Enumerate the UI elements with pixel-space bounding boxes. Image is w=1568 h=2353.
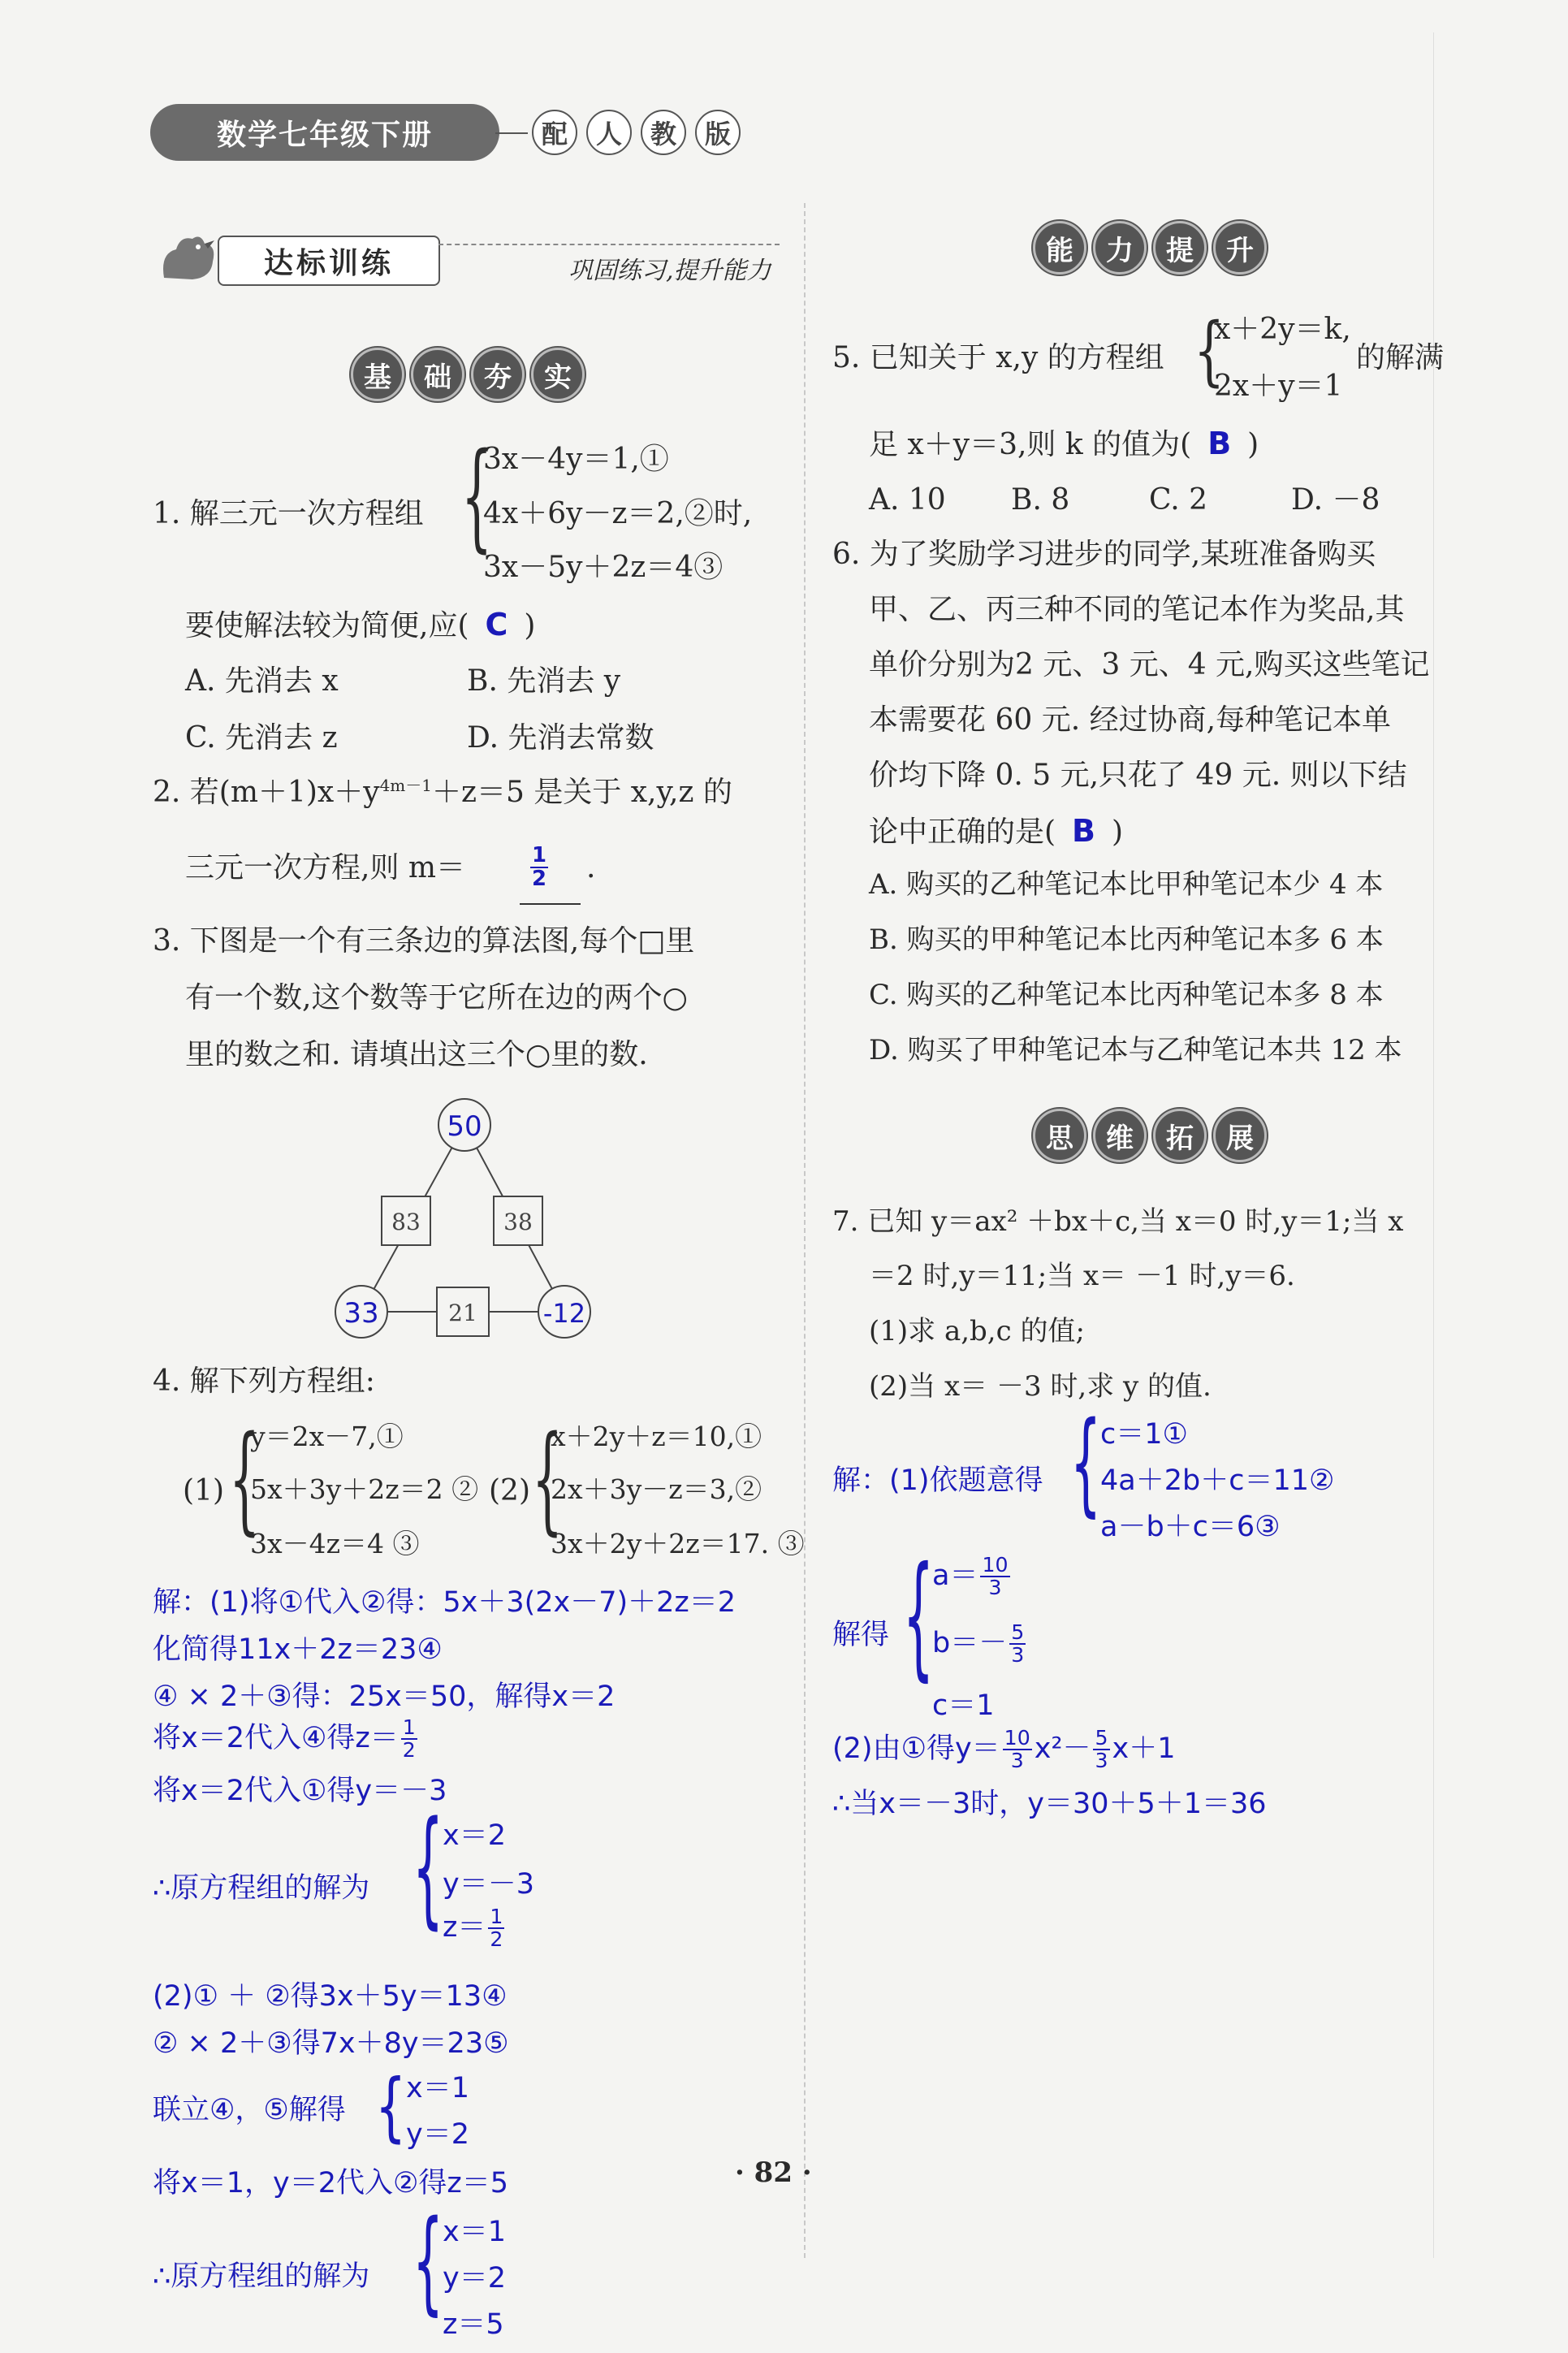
q2-answer: $\frac{1}{2}$ — [532, 843, 547, 892]
q4-solution-line: (2)① ＋ ②得3x＋5y＝13④ — [153, 1980, 508, 2013]
q1-brace: { — [461, 429, 493, 565]
q4-p1-brace: { — [229, 1412, 261, 1548]
q7-line: (1)求 a,b,c 的值; — [869, 1315, 1085, 1347]
q6-option-c: C. 购买的乙种笔记本比丙种笔记本多 8 本 — [869, 979, 1384, 1011]
q4-sys2-lead: 联立④，⑤解得 — [153, 2094, 346, 2126]
q4-sys3-eq: z＝5 — [443, 2308, 504, 2341]
q5-option-a: A. 10 — [869, 483, 946, 517]
q4-solution-line: 将x＝1，y＝2代入②得z＝5 — [153, 2167, 508, 2199]
q5-brace: { — [1194, 307, 1225, 396]
banner-connector — [495, 132, 528, 134]
q3-line: 里的数之和. 请填出这三个○里的数. — [185, 1038, 648, 1071]
q7-sys2-eq: b＝－ $\frac{5}{3}$ — [932, 1620, 1025, 1667]
q4-solution-line: 化简得11x＋2z＝23④ — [153, 1633, 443, 1666]
q5-option-d: D. －8 — [1291, 483, 1380, 517]
q7-solution-line: ∴当x＝－3时，y＝30＋5＋1＝36 — [832, 1788, 1267, 1820]
q6-question: 论中正确的是( B ) — [869, 813, 1124, 849]
badge-char: 基 — [351, 348, 404, 401]
q4-solution-line: ② × 2＋③得7x＋8y＝23⑤ — [153, 2027, 509, 2060]
rooster-icon — [156, 229, 221, 286]
q4-sys3-eq: y＝2 — [443, 2262, 506, 2295]
edition-char: 配 — [532, 110, 577, 155]
q6-option-a: A. 购买的乙种笔记本比甲种笔记本少 4 本 — [869, 868, 1384, 901]
q6-option-d: D. 购买了甲种笔记本与乙种笔记本共 12 本 — [869, 1034, 1402, 1066]
q4-sys1-lead: ∴原方程组的解为 — [153, 1872, 370, 1905]
q4-solution-line: 将x＝2代入④得z＝ $\frac{1}{2}$ — [153, 1715, 416, 1762]
badge-char: 力 — [1093, 221, 1147, 275]
q4-sys3-brace: { — [413, 2197, 444, 2328]
badge-char: 能 — [1033, 221, 1086, 275]
box-right-value: 38 — [503, 1209, 533, 1235]
q4-p1-eq: 3x－4z＝4 ③ — [250, 1528, 420, 1559]
circle-top-value: 50 — [447, 1110, 482, 1143]
badge-char: 实 — [531, 348, 585, 401]
badge-thinking — [1033, 1109, 1267, 1162]
q4-sys2-eq: x＝1 — [406, 2072, 469, 2104]
q4-solution-line: 解：(1)将①代入②得：5x＋3(2x－7)＋2z＝2 — [153, 1586, 736, 1619]
q4-sys3-eq: x＝1 — [443, 2216, 506, 2248]
q2-answer-blank — [520, 903, 581, 905]
q6-line: 价均下降 0. 5 元,只花了 49 元. 则以下结 — [869, 759, 1407, 792]
q5-eq2: 2x＋y＝1 — [1214, 370, 1343, 403]
q7-sys1-eq: c＝1① — [1100, 1418, 1188, 1451]
section-subtitle: 巩固练习,提升能力 — [568, 257, 771, 285]
q6-answer: B — [1072, 813, 1096, 849]
q1-eq1: 3x－4y＝1,① — [483, 443, 669, 476]
circle-left-value: 33 — [343, 1297, 379, 1330]
q7-solved-lead: 解得 — [832, 1619, 890, 1651]
badge-char: 升 — [1213, 221, 1267, 275]
book-title-banner: 数学七年级下册 — [150, 104, 499, 161]
q7-line: ＝2 时,y＝11;当 x＝ －1 时,y＝6. — [869, 1260, 1295, 1292]
page-number: · 82 · — [735, 2156, 812, 2189]
q1-eq2: 4x＋6y－z＝2,②时, — [483, 497, 753, 530]
q4-solution-line: ④ × 2＋③得：25x＝50，解得x＝2 — [153, 1680, 616, 1713]
q4-title: 4. 解下列方程组: — [153, 1365, 375, 1398]
q4-p2-eq: x＋2y＋z＝10,① — [551, 1421, 762, 1452]
q2-line1: 2. 若$(m+1)x+y^{4m-1}+z=5$ 是关于 x,y,z 的 — [153, 776, 732, 809]
q1-prefix: 1. 解三元一次方程组 — [153, 497, 424, 530]
q1-eq3: 3x－5y＋2z＝4③ — [483, 551, 724, 584]
q4-sys1-brace: { — [413, 1795, 444, 1943]
edition-char: 教 — [641, 110, 686, 155]
q7-sys2-brace: { — [903, 1539, 935, 1696]
q7-sys2-eq: a＝ $\frac{10}{3}$ — [932, 1552, 1009, 1599]
q5-answer: B — [1207, 426, 1232, 461]
q6-line: 6. 为了奖励学习进步的同学,某班准备购买 — [832, 538, 1376, 571]
q1-option-c: C. 先消去 z — [185, 721, 338, 755]
q6-line: 本需要花 60 元. 经过协商,每种笔记本单 — [869, 703, 1392, 737]
q1-answer: C — [485, 607, 508, 642]
q7-sys1-brace: { — [1070, 1399, 1102, 1529]
q7-line: 7. 已知 y＝ax² ＋bx＋c,当 x＝0 时,y＝1;当 x — [832, 1205, 1404, 1238]
q4-p1-label: (1) — [183, 1474, 224, 1507]
q4-sys2-eq: y＝2 — [406, 2118, 469, 2151]
section-title: 达标训练 — [218, 236, 440, 286]
q2-period: . — [586, 851, 596, 885]
q6-line: 甲、乙、丙三种不同的笔记本作为奖品,其 — [869, 593, 1405, 626]
q4-sys3-lead: ∴原方程组的解为 — [153, 2260, 370, 2293]
q4-sys1-eq: y＝－3 — [443, 1868, 534, 1901]
q7-sys1-eq: a－b＋c＝6③ — [1100, 1511, 1281, 1543]
badge-char: 维 — [1093, 1109, 1147, 1162]
badge-char: 拓 — [1153, 1109, 1207, 1162]
badge-char: 础 — [411, 348, 464, 401]
q4-p1-eq: y＝2x－7,① — [250, 1421, 404, 1452]
q5-prefix: 5. 已知关于 x,y 的方程组 — [832, 341, 1164, 374]
q1-option-d: D. 先消去常数 — [467, 721, 654, 755]
q7-line: (2)当 x＝ －3 时,求 y 的值. — [869, 1370, 1212, 1403]
q7-solution-line: (2)由①得y＝ $\frac{10}{3}$ x²－ $\frac{5}{3}$ x＋1 — [832, 1725, 1176, 1772]
q4-p2-eq: 3x＋2y＋2z＝17. ③ — [551, 1528, 805, 1559]
q1-option-b: B. 先消去 y — [467, 664, 621, 698]
q5-question: 足 x＋y＝3,则 k 的值为( B ) — [869, 426, 1259, 461]
q4-p1-eq: 5x＋3y＋2z＝2 ② — [250, 1473, 479, 1505]
q6-option-b: B. 购买的甲种笔记本比丙种笔记本多 6 本 — [869, 923, 1384, 956]
q5-eq1: x＋2y＝k, — [1214, 313, 1351, 346]
q4-sys1-eq: x＝2 — [443, 1819, 506, 1852]
q7-sys2-eq: c＝1 — [932, 1689, 995, 1722]
edition-char: 版 — [695, 110, 741, 155]
box-bottom-value: 21 — [448, 1300, 477, 1326]
q4-sys2-brace: { — [375, 2063, 407, 2152]
q4-solution-line: 将x＝2代入①得y＝－3 — [153, 1775, 447, 1807]
q5-option-c: C. 2 — [1149, 483, 1208, 517]
section-divider — [438, 244, 780, 245]
q4-p2-label: (2) — [489, 1474, 530, 1507]
q7-sys1-eq: 4a＋2b＋c＝11② — [1100, 1464, 1335, 1497]
badge-char: 提 — [1153, 221, 1207, 275]
q5-option-b: B. 8 — [1011, 483, 1070, 517]
badge-char: 夯 — [471, 348, 525, 401]
badge-char: 展 — [1213, 1109, 1267, 1162]
edition-char: 人 — [586, 110, 632, 155]
q2-line2: 三元一次方程,则 m＝ — [185, 851, 466, 885]
q6-line: 单价分别为2 元、3 元、4 元,购买这些笔记 — [869, 648, 1430, 681]
circle-right-value: -12 — [542, 1298, 586, 1329]
badge-char: 思 — [1033, 1109, 1086, 1162]
q4-sys1-eq: z＝ $\frac{1}{2}$ — [443, 1904, 503, 1951]
q3-line: 有一个数,这个数等于它所在边的两个○ — [185, 981, 688, 1014]
box-left-value: 83 — [391, 1209, 421, 1235]
badge-basic — [351, 348, 585, 401]
q7-solution-lead: 解：(1)依题意得 — [832, 1464, 1043, 1497]
badge-ability — [1033, 221, 1267, 275]
q1-option-a: A. 先消去 x — [185, 664, 339, 698]
q3-line: 3. 下图是一个有三条边的算法图,每个□里 — [153, 924, 695, 958]
q4-p2-eq: 2x＋3y－z＝3,② — [551, 1473, 762, 1505]
q5-suffix: 的解满 — [1356, 341, 1445, 374]
q1-question: 要使解法较为简便,应( C ) — [185, 607, 536, 642]
algorithm-diagram — [325, 1088, 601, 1356]
q4-p2-brace: { — [532, 1412, 564, 1548]
column-divider — [804, 203, 806, 2258]
